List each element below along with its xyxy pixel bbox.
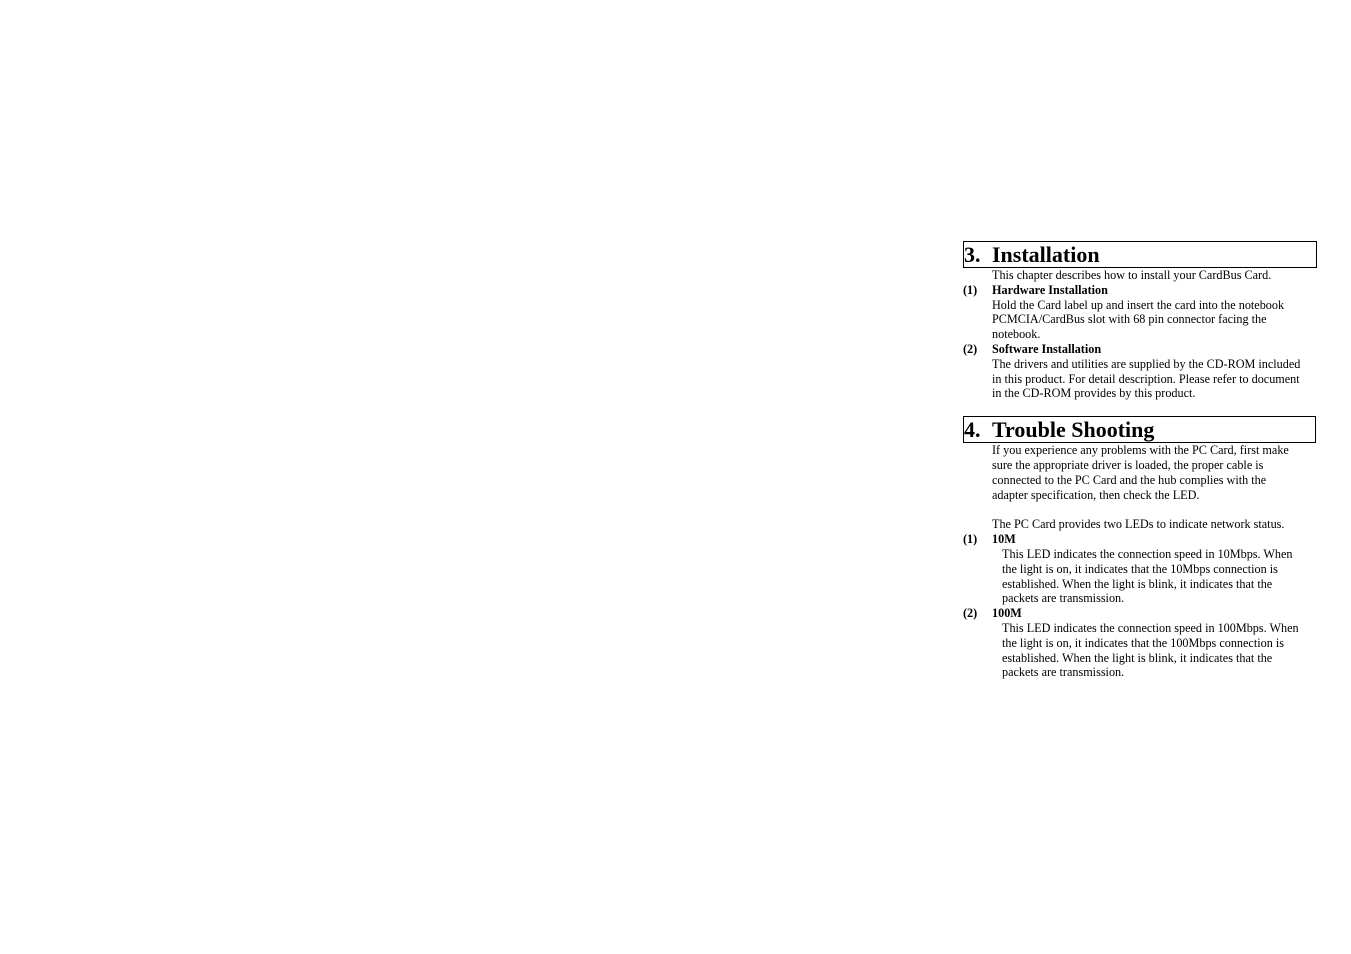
item-title: Hardware Installation xyxy=(992,282,1108,297)
item-number: (2) xyxy=(963,341,978,356)
list-item-heading xyxy=(963,342,1319,357)
section-heading-trouble-shooting xyxy=(963,416,1316,443)
document-column xyxy=(963,241,1319,680)
paragraph-line: notebook. xyxy=(992,327,1041,342)
spacer xyxy=(963,502,1319,517)
paragraph-line: Hold the Card label up and insert the card into the notebook xyxy=(992,297,1285,312)
paragraph-line: packets are transmission. xyxy=(1002,665,1125,680)
item-title: 10M xyxy=(992,532,1016,547)
item-title: Software Installation xyxy=(992,341,1102,356)
section-number: 3. xyxy=(964,242,981,267)
item-title: 100M xyxy=(992,606,1022,621)
list-item-heading xyxy=(963,532,1319,547)
item-number: (1) xyxy=(963,532,978,547)
paragraph-line: in this product. For detail description. Please refer to document xyxy=(992,371,1300,386)
spacer xyxy=(963,401,1319,416)
paragraph-line: connected to the PC Card and the hub complies with the xyxy=(992,472,1267,487)
paragraph-line: the light is on, it indicates that the 100Mbps connection is xyxy=(1002,635,1284,650)
paragraph-line: packets are transmission. xyxy=(1002,591,1125,606)
led-intro: The PC Card provides two LEDs to indicate network status. xyxy=(992,517,1285,532)
paragraph-line: The drivers and utilities are supplied by the CD-ROM included xyxy=(992,356,1301,371)
section-number: 4. xyxy=(964,417,981,443)
installation-intro: This chapter describes how to install your CardBus Card. xyxy=(992,268,1272,282)
paragraph-line: This LED indicates the connection speed in 10Mbps. When xyxy=(1002,546,1293,561)
item-number: (2) xyxy=(963,606,978,621)
list-item-heading xyxy=(963,606,1319,621)
paragraph-line: adapter specification, then check the LED. xyxy=(992,487,1200,502)
paragraph-line: This LED indicates the connection speed in 100Mbps. When xyxy=(1002,620,1299,635)
item-number: (1) xyxy=(963,282,978,297)
section-title: Installation xyxy=(992,242,1100,267)
paragraph-line: sure the appropriate driver is loaded, the proper cable is xyxy=(992,457,1264,472)
section-heading-installation xyxy=(963,241,1317,268)
section-title: Trouble Shooting xyxy=(992,417,1155,443)
paragraph-line: PCMCIA/CardBus slot with 68 pin connector facing the xyxy=(992,312,1267,327)
paragraph-line: established. When the light is blink, it indicates that the xyxy=(1002,650,1273,665)
paragraph-line: established. When the light is blink, it indicates that the xyxy=(1002,576,1273,591)
paragraph-line: If you experience any problems with the PC Card, first make xyxy=(992,443,1289,458)
list-item-heading xyxy=(963,283,1319,298)
paragraph-line: the light is on, it indicates that the 10Mbps connection is xyxy=(1002,561,1278,576)
paragraph-line: in the CD-ROM provides by this product. xyxy=(992,386,1196,401)
